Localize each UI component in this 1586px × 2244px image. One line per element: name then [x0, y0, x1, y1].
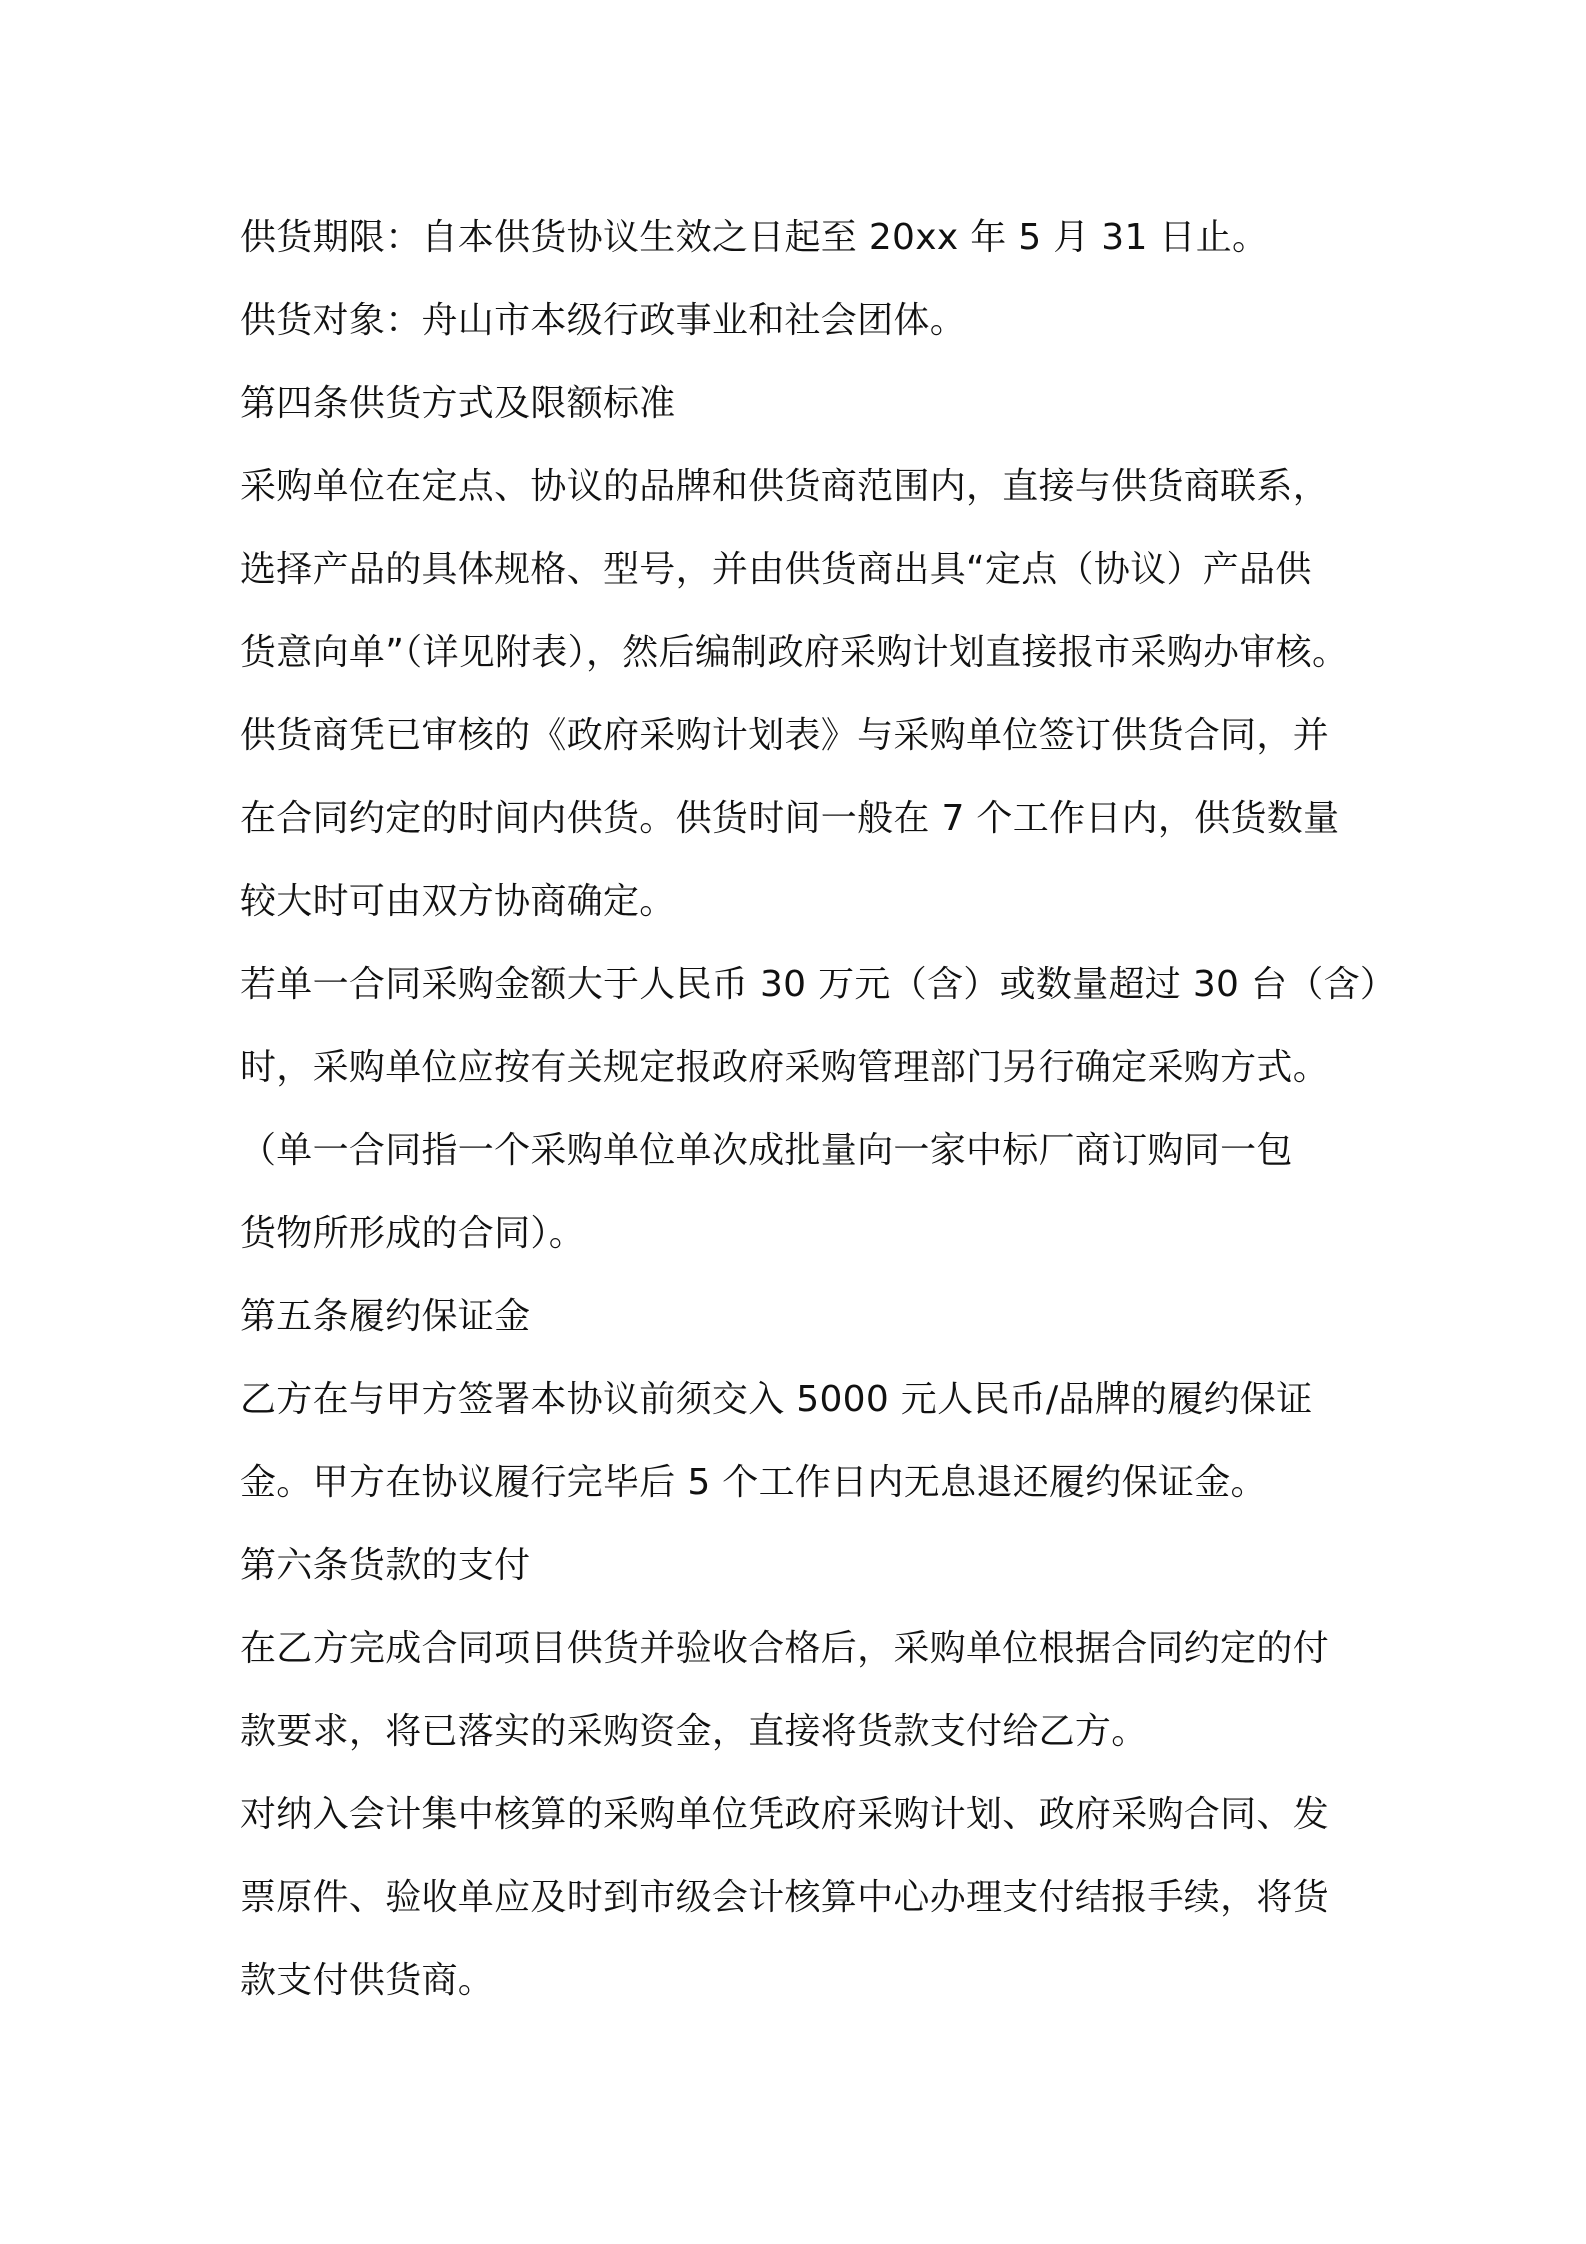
- paragraph-line: 款要求，将已落实的采购资金，直接将货款支付给乙方。: [240, 1711, 1148, 1752]
- paragraph-line: 若单一合同采购金额大于人民币 30 万元（含）或数量超过 30 台（含）: [240, 964, 1397, 1005]
- paragraph-line: 对纳入会计集中核算的采购单位凭政府采购计划、政府采购合同、发: [240, 1794, 1330, 1835]
- paragraph-line: 较大时可由双方协商确定。: [240, 881, 676, 922]
- paragraph-line: 在乙方完成合同项目供货并验收合格后，采购单位根据合同约定的付: [240, 1628, 1330, 1669]
- heading-article-5: 第五条履约保证金: [240, 1296, 531, 1337]
- paragraph-line: 票原件、验收单应及时到市级会计核算中心办理支付结报手续，将货: [240, 1877, 1330, 1918]
- heading-article-6: 第六条货款的支付: [240, 1545, 531, 1586]
- paragraph-line: 乙方在与甲方签署本协议前须交入 5000 元人民币/品牌的履约保证: [240, 1379, 1313, 1420]
- paragraph-line: 款支付供货商。: [240, 1960, 495, 2001]
- heading-article-4: 第四条供货方式及限额标准: [240, 383, 676, 424]
- line-supply-target: 供货对象：舟山市本级行政事业和社会团体。: [240, 300, 967, 341]
- paragraph-line: （单一合同指一个采购单位单次成批量向一家中标厂商订购同一包: [240, 1130, 1293, 1171]
- paragraph-line: 金。甲方在协议履行完毕后 5 个工作日内无息退还履约保证金。: [240, 1462, 1267, 1503]
- paragraph-line: 供货商凭已审核的《政府采购计划表》与采购单位签订供货合同，并: [240, 715, 1330, 756]
- paragraph-line: 时，采购单位应按有关规定报政府采购管理部门另行确定采购方式。: [240, 1047, 1330, 1088]
- paragraph-line: 选择产品的具体规格、型号，并由供货商出具“定点（协议）产品供: [240, 549, 1312, 590]
- line-supply-period: 供货期限：自本供货协议生效之日起至 20xx 年 5 月 31 日止。: [240, 217, 1269, 258]
- paragraph-line: 货物所形成的合同）。: [240, 1213, 586, 1254]
- paragraph-line: 在合同约定的时间内供货。供货时间一般在 7 个工作日内，供货数量: [240, 798, 1340, 839]
- paragraph-line: 采购单位在定点、协议的品牌和供货商范围内，直接与供货商联系，: [240, 466, 1330, 507]
- paragraph-line: 货意向单”（详见附表），然后编制政府采购计划直接报市采购办审核。: [240, 632, 1349, 673]
- document-body: [240, 196, 1397, 2022]
